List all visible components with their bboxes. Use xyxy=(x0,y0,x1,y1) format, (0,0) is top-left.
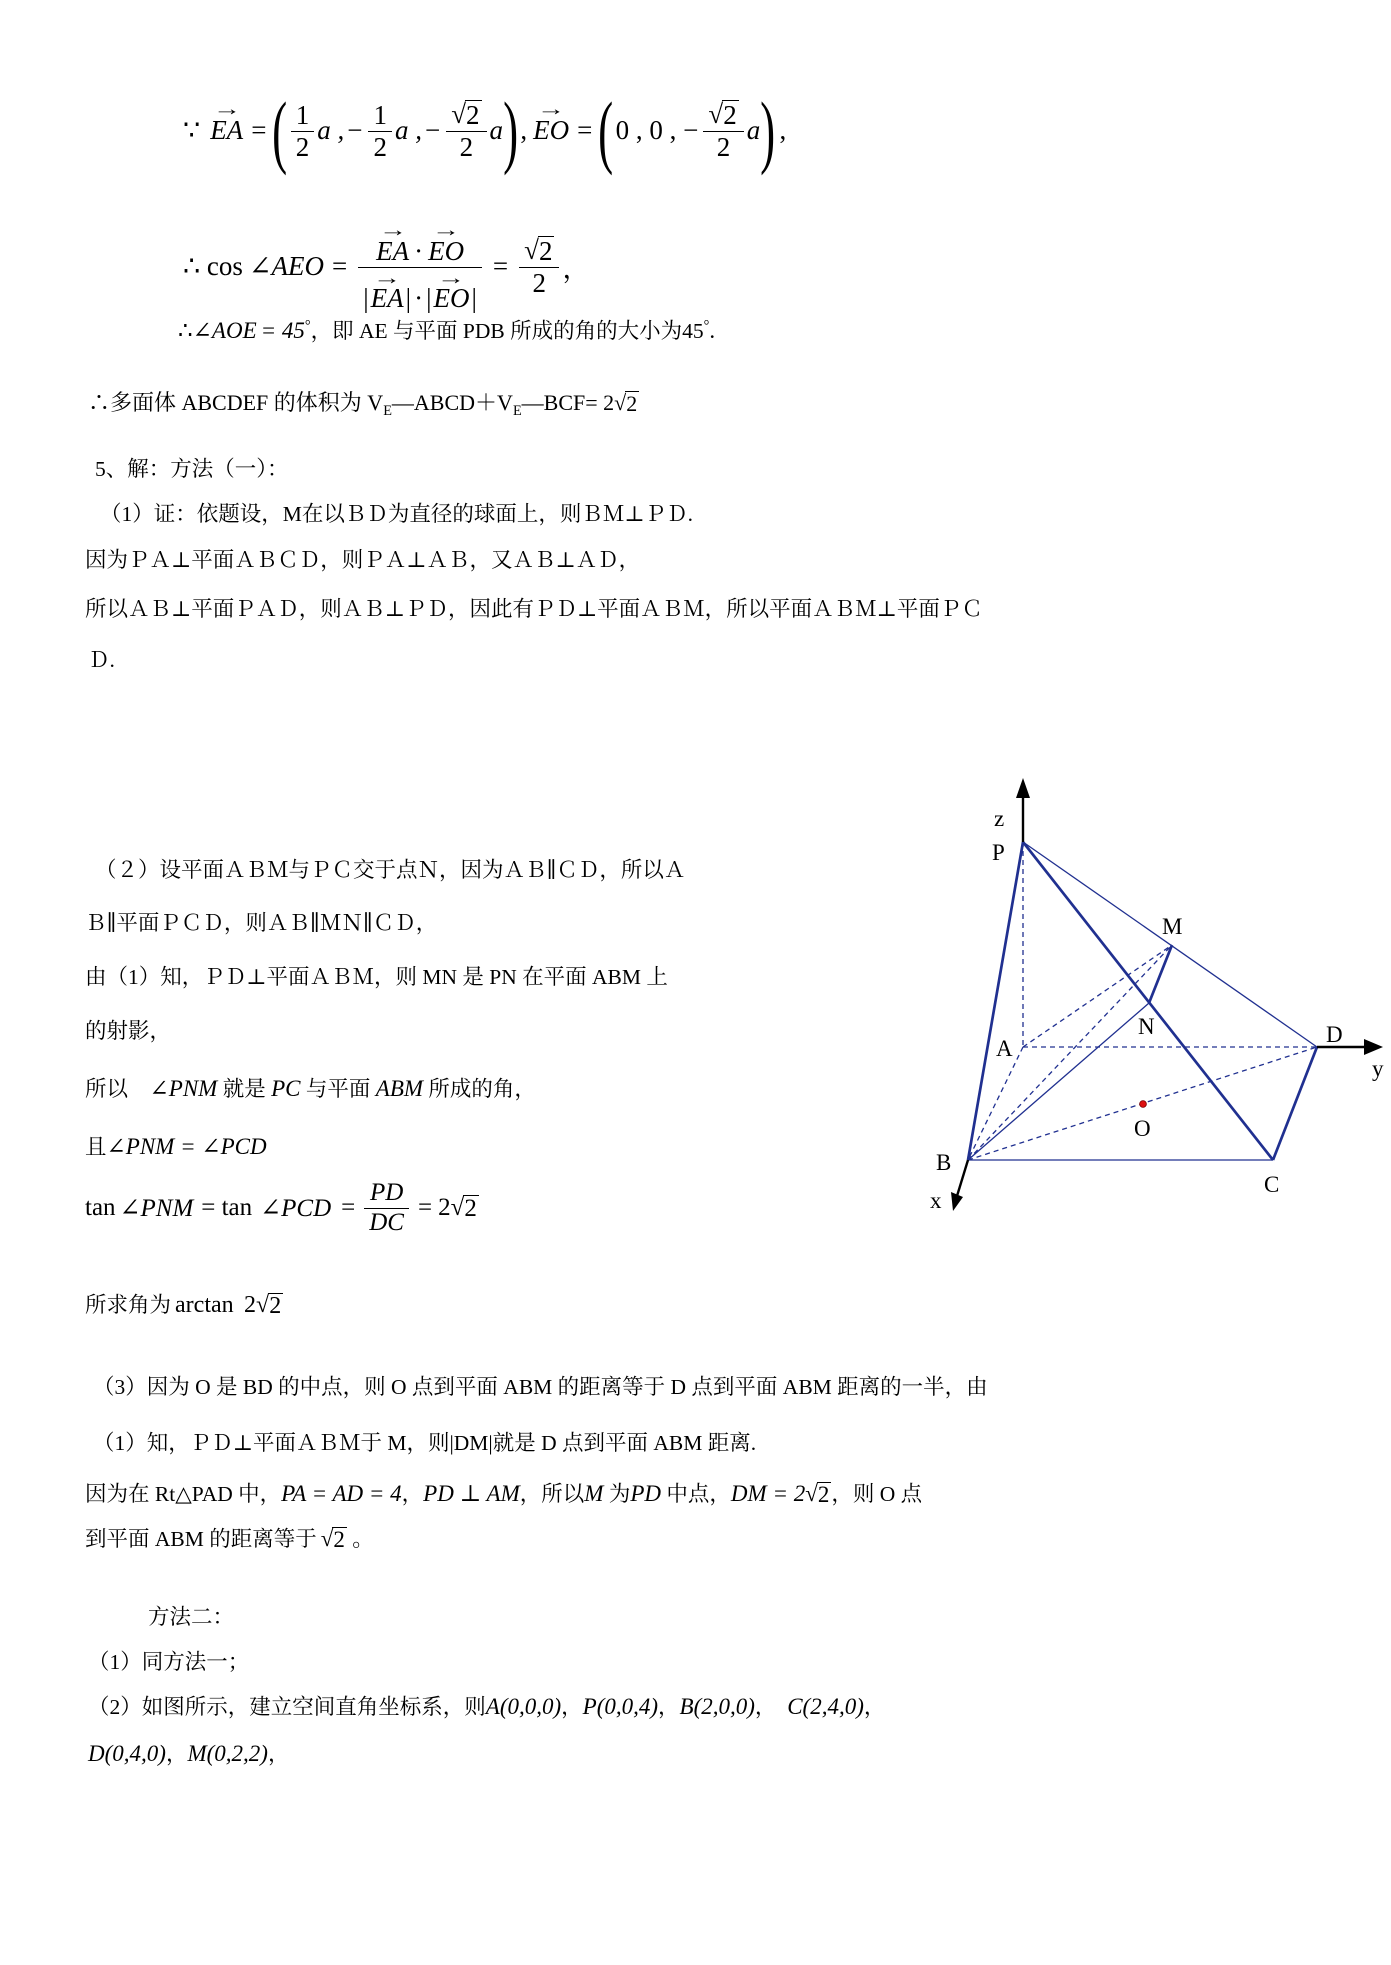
dot-operator: · xyxy=(414,283,424,314)
numerator-pd: PD xyxy=(369,1179,404,1206)
label-z-axis: z xyxy=(994,806,1005,831)
vector-ea xyxy=(370,267,404,314)
cn-text: ， xyxy=(658,1695,680,1719)
abs-bar: | xyxy=(405,283,412,314)
line-distance-result xyxy=(85,1522,374,1553)
denominator: 2 xyxy=(446,131,486,161)
var-a: a , xyxy=(317,115,345,146)
line-step2-intro xyxy=(95,853,685,884)
angle-equation: ∠PNM = ∠PCD xyxy=(106,1134,267,1159)
vector-arrow-icon: → xyxy=(373,267,402,289)
label-point-o: O xyxy=(1134,1116,1151,1141)
value-45: = 45 xyxy=(260,318,305,343)
minus: − xyxy=(347,115,363,146)
vector-eo-label: EO xyxy=(533,115,570,146)
line-method1-header xyxy=(95,452,289,483)
equals-tan: = tan xyxy=(201,1194,253,1222)
cn-text: 因为ＰＡ⊥平面ＡＢＣＤ，则ＰＡ⊥ＡＢ，又ＡＢ⊥ＡＤ， xyxy=(85,548,641,572)
equals: = xyxy=(577,115,593,146)
abs-bar: | xyxy=(363,283,369,314)
formula-cos-aeo xyxy=(183,205,589,313)
line-d-period xyxy=(88,643,115,674)
label-point-c: C xyxy=(1264,1172,1280,1197)
line-method2-header xyxy=(148,1600,234,1631)
degree-symbol: ° xyxy=(304,318,311,335)
cn-text: （2）如图所示，建立空间直角坐标系，则 xyxy=(88,1695,486,1719)
line-coordinates-2 xyxy=(88,1737,289,1768)
line-mn-projection xyxy=(85,960,668,991)
edge-mn xyxy=(1149,945,1172,1003)
cn-text: 就是 xyxy=(217,1077,272,1101)
cn-text: 到平面 ABM 的距离等于 xyxy=(85,1527,317,1551)
coefficient-2: 2 xyxy=(244,1292,257,1318)
y-axis-arrowhead-icon xyxy=(1364,1039,1383,1055)
denominator: 2 xyxy=(291,131,315,161)
arctan-function: arctan xyxy=(175,1292,234,1318)
cn-text: 5、解：方法（一）： xyxy=(95,457,289,481)
fraction-sqrt2-2 xyxy=(446,100,486,162)
coord-d: D(0,4,0) xyxy=(88,1741,166,1766)
label-point-m: M xyxy=(1162,914,1183,939)
sqrt-2 xyxy=(614,391,639,415)
angle-pnm: ∠PNM xyxy=(149,1076,218,1101)
label-point-n: N xyxy=(1138,1014,1155,1039)
radical-sign: √ xyxy=(614,390,627,415)
var-a: a xyxy=(746,115,761,146)
radicand: 2 xyxy=(723,100,737,130)
segment-dm: DM xyxy=(730,1481,767,1506)
cn-text: 与平面 xyxy=(300,1077,376,1101)
radicand: 2 xyxy=(626,391,638,416)
label-x-axis: x xyxy=(930,1188,942,1213)
comma: , xyxy=(779,115,787,146)
radical-sign: √ xyxy=(805,1481,818,1506)
formula-tan-pnm xyxy=(85,1180,479,1237)
radicand: 2 xyxy=(538,236,553,266)
cn-text: 且 xyxy=(85,1135,107,1159)
vector-arrow-icon: → xyxy=(431,220,461,242)
period: . xyxy=(709,318,716,343)
coord-p: P(0,0,4) xyxy=(582,1694,659,1719)
vector-ea-label: EA xyxy=(376,236,410,266)
line-step1-proof xyxy=(100,497,693,528)
line-pa-perp xyxy=(85,543,640,574)
vector-eo-label: EO xyxy=(433,283,470,314)
line-ab-perp xyxy=(85,592,983,623)
sqrt-2 xyxy=(321,1527,347,1552)
sqrt-2 xyxy=(256,1293,283,1319)
comma: ， xyxy=(562,254,590,285)
cn-text: ， xyxy=(401,1482,424,1506)
angle-aeo: ∠AEO xyxy=(248,251,325,282)
line-pnm-angle xyxy=(85,1072,536,1103)
fraction-1-2 xyxy=(291,101,315,162)
x-axis xyxy=(957,1160,968,1196)
equals: = xyxy=(417,1194,433,1222)
point-m: M xyxy=(584,1481,604,1506)
radical-sign: √ xyxy=(256,1292,270,1318)
degree-symbol: ° xyxy=(703,318,710,335)
numerator xyxy=(446,100,486,131)
fraction-1-2 xyxy=(368,101,392,162)
vector-ea xyxy=(210,98,244,146)
geometry-diagram xyxy=(930,778,1391,1220)
var-a: a , xyxy=(394,115,422,146)
cn-text: ，则 O 点 xyxy=(831,1482,923,1506)
cn-text: （1）同方法一； xyxy=(88,1650,250,1674)
cn-text: 所求角为 xyxy=(85,1293,172,1317)
cn-text: 所成的角， xyxy=(423,1077,536,1101)
fraction-sqrt2-2 xyxy=(703,100,743,162)
vector-eo xyxy=(428,220,465,266)
vector-arrow-icon: → xyxy=(378,220,407,242)
vector-arrow-icon: → xyxy=(212,98,241,120)
vector-eo xyxy=(433,267,470,314)
sqrt-2 xyxy=(451,1195,479,1222)
cn-text: Ｂ∥平面ＰＣＤ，则ＡＢ∥ＭＮ∥ＣＤ， xyxy=(85,911,438,935)
cn-text: 因为在 Rt△PAD 中， xyxy=(85,1482,282,1506)
zeros: 0 , 0 , − xyxy=(615,115,699,146)
comma: , xyxy=(520,115,528,146)
radicand: 2 xyxy=(269,1293,282,1319)
edge-pd xyxy=(1023,842,1317,1047)
denominator xyxy=(358,267,482,312)
radical-sign: √ xyxy=(450,1193,465,1221)
cn-text: ，所以 xyxy=(519,1482,585,1506)
pd-perp-am: PD ⊥ AM xyxy=(423,1481,520,1506)
point-o-dot xyxy=(1140,1101,1147,1108)
cn-text: 所以ＡＢ⊥平面ＰＡＤ，则ＡＢ⊥ＰＤ，因此有ＰＤ⊥平面ＡＢＭ，所以平面ＡＢＭ⊥平面ＰＣ xyxy=(85,597,983,621)
coord-m: M(0,2,2) xyxy=(187,1741,268,1766)
radical-sign: √ xyxy=(524,235,539,265)
cn-text: —ABCD＋V xyxy=(391,390,513,415)
line-rt-pad xyxy=(85,1477,922,1508)
plane-abm: ABM xyxy=(375,1076,424,1101)
sqrt-2 xyxy=(805,1482,831,1507)
cn-text: 由（1）知，ＰＤ⊥平面ＡＢＭ，则 MN 是 PN 在平面 ABM 上 xyxy=(85,965,668,989)
cn-text: 为 xyxy=(603,1482,631,1506)
denominator-dc: DC xyxy=(364,1208,409,1236)
cn-text: ∴多面体 ABCDEF 的体积为 V xyxy=(88,390,384,415)
vector-ea xyxy=(376,220,410,266)
line-coordinates xyxy=(88,1690,885,1721)
equals: = xyxy=(341,1194,356,1222)
equals: = xyxy=(251,115,267,146)
segment-pc: PC xyxy=(271,1076,301,1101)
minus: − xyxy=(424,115,441,146)
coord-b: B(2,0,0) xyxy=(679,1694,755,1719)
angle-pnm: ∠PNM xyxy=(119,1195,194,1223)
abs-bar: | xyxy=(471,283,477,314)
cn-text: （1）知，ＰＤ⊥平面ＡＢＭ于 M，则|DM|就是 D 点到平面 ABM 距离. xyxy=(93,1431,757,1455)
edge-pc xyxy=(1023,842,1273,1160)
equals: = xyxy=(492,251,509,282)
angle-pcd: ∠PCD xyxy=(260,1195,332,1223)
label-point-b: B xyxy=(936,1150,952,1175)
line-projection-end xyxy=(85,1014,171,1045)
label-point-p: P xyxy=(992,840,1005,865)
label-y-axis: y xyxy=(1372,1056,1384,1081)
cn-text: （２）设平面ＡＢＭ与ＰＣ交于点Ｎ，因为ＡＢ∥ＣＤ，所以Ａ xyxy=(95,858,686,882)
denominator: 2 xyxy=(368,131,392,161)
cn-text: （1）证：依题设，M在以ＢＤ为直径的球面上，则ＢＭ⊥ＰＤ. xyxy=(100,502,693,526)
label-point-d: D xyxy=(1326,1022,1343,1047)
cn-text: 方法二： xyxy=(148,1605,235,1629)
edge-ab-dashed xyxy=(968,1047,1023,1160)
line-b-parallel xyxy=(85,906,437,937)
line-volume xyxy=(88,386,639,420)
numerator: 1 xyxy=(295,99,310,130)
fraction-sqrt2-2 xyxy=(519,236,559,298)
segment-pd: PD xyxy=(630,1481,662,1506)
therefore-cos: ∴ cos xyxy=(183,251,243,282)
cn-text: ，即 AE 与平面 PDB 所成的角的大小为45 xyxy=(310,319,704,343)
formula-vectors-ea-eo: ∵ → EA = ( $\frac{1}{2}$ a , − $\frac{1}{2}$ a , − √ 2 2 a ) , → EO = ( 0 , 0 , − √ 2 2 a ) , xyxy=(183,84,787,176)
coord-c: C(2,4,0) xyxy=(787,1694,864,1719)
line-same-as-method1 xyxy=(88,1645,249,1676)
pa-ad-equation: PA = AD = 4 xyxy=(281,1481,402,1506)
radical-sign: √ xyxy=(708,99,724,129)
edge-bn xyxy=(968,1003,1149,1160)
edge-cd xyxy=(1273,1047,1317,1160)
cn-text: 的射影， xyxy=(85,1019,172,1043)
line-angle-aoe xyxy=(178,314,715,345)
radical-sign: √ xyxy=(451,99,467,129)
var-a: a xyxy=(489,115,504,146)
cn-text: —BCF= 2 xyxy=(521,390,615,415)
cn-text: ， xyxy=(863,1695,886,1719)
radicand: 2 xyxy=(817,1482,830,1507)
edge-pb xyxy=(968,842,1023,1160)
radicand: 2 xyxy=(466,100,480,130)
line-step3-intro xyxy=(93,1370,988,1401)
z-axis-arrowhead-icon xyxy=(1016,778,1030,798)
subscript-e: E xyxy=(512,403,522,419)
cn-text: （3）因为 O 是 BD 的中点，则 O 点到平面 ABM 的距离等于 D 点到平面 ABM 距离的一半，由 xyxy=(93,1375,988,1399)
because-symbol: ∵ xyxy=(183,115,201,146)
cn-text: ， xyxy=(165,1742,188,1766)
equals-2: = 2 xyxy=(766,1481,806,1506)
vector-arrow-icon: → xyxy=(437,267,466,289)
line-arctan-result xyxy=(85,1288,283,1319)
vector-ea-label: EA xyxy=(370,283,404,314)
radicand: 2 xyxy=(464,1194,477,1222)
cn-text: 。 xyxy=(346,1527,374,1551)
coefficient-2: 2 xyxy=(438,1194,451,1222)
radicand: 2 xyxy=(333,1527,345,1552)
tan-function: tan xyxy=(85,1194,116,1222)
coord-a: A(0,0,0) xyxy=(485,1694,562,1719)
numerator xyxy=(519,236,559,267)
equals: = xyxy=(332,251,348,282)
x-axis-arrowhead-icon xyxy=(951,1192,963,1211)
fraction-pd-dc xyxy=(364,1180,409,1237)
cn-text: ， xyxy=(267,1742,290,1766)
cn-text: 中点， xyxy=(661,1482,731,1506)
numerator xyxy=(358,221,482,267)
vector-eo-label: EO xyxy=(428,236,465,266)
line-dm-distance xyxy=(93,1426,756,1457)
cn-text: ， xyxy=(561,1695,583,1719)
vector-ea-label: EA xyxy=(210,115,244,146)
fraction-dot-product xyxy=(358,221,482,313)
therefore-symbol: ∴ xyxy=(178,318,193,343)
angle-aoe: ∠AOE xyxy=(192,318,257,343)
cn-text: 所以 xyxy=(85,1077,150,1101)
denominator: 2 xyxy=(703,131,743,161)
cn-text: ， xyxy=(754,1695,788,1719)
abs-bar: | xyxy=(426,283,432,314)
denominator: 2 xyxy=(519,267,559,297)
vector-eo xyxy=(533,98,570,146)
cn-text: Ｄ. xyxy=(88,648,115,672)
numerator: 1 xyxy=(373,99,387,130)
label-point-a: A xyxy=(996,1036,1013,1061)
line-pnm-equals-pcd xyxy=(85,1130,267,1161)
radical-sign: √ xyxy=(320,1526,334,1551)
vector-arrow-icon: → xyxy=(536,98,566,120)
numerator xyxy=(703,100,743,131)
dot-operator: · xyxy=(414,236,424,266)
subscript-e: E xyxy=(383,403,392,419)
